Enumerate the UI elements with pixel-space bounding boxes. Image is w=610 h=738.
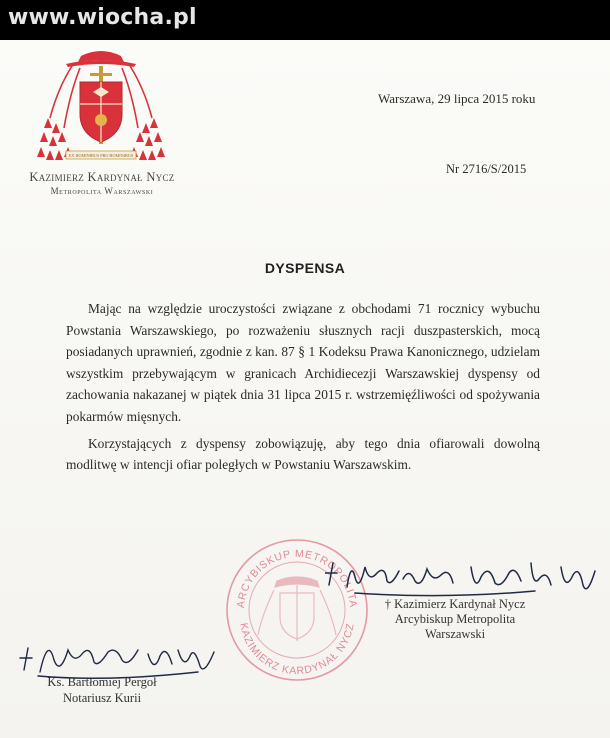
- notary-name: Ks. Bartłomiej Pergoł: [47, 675, 157, 689]
- document-title: DYSPENSA: [264, 260, 346, 276]
- svg-text:EX HOMINIBUS PRO HOMINIBUS: EX HOMINIBUS PRO HOMINIBUS: [68, 153, 134, 158]
- svg-text:ARCYBISKUP METROPOLITA: ARCYBISKUP METROPOLITA: [234, 547, 360, 609]
- issuer-title: Metropolita Warszawski: [50, 186, 154, 196]
- notary-signature-block: [32, 674, 172, 706]
- issuer-name: Kazimierz Kardynał Nycz: [29, 170, 175, 184]
- paragraph-2: Korzystających z dyspensy zobowiązuję, aby tego dnia ofiarowali dowolną modlitwę w intencji ofiar poległych w Powstaniu Warszawskim.: [66, 435, 540, 473]
- site-header-bar: [0, 0, 610, 40]
- issuer-block: [22, 170, 182, 196]
- cardinal-name: † Kazimierz Kardynał Nycz: [384, 597, 526, 611]
- cardinal-signature-block: [375, 597, 535, 642]
- cardinal-title: Arcybiskup Metropolita: [394, 612, 516, 626]
- document-date: Warszawa, 29 lipca 2015 roku: [378, 91, 536, 106]
- notary-title: Notariusz Kurii: [62, 691, 142, 705]
- reference-number: Nr 2716/S/2015: [446, 162, 527, 176]
- svg-text:KAZIMIERZ KARDYNAŁ NYCZ: KAZIMIERZ KARDYNAŁ NYCZ: [237, 621, 357, 678]
- site-watermark[interactable]: www.wiocha.pl: [8, 5, 197, 30]
- coat-of-arms-logo: [36, 48, 166, 163]
- document-body: [66, 298, 540, 481]
- cardinal-title-city: Warszawski: [424, 627, 486, 641]
- cardinal-signature: [325, 553, 605, 603]
- paragraph-1: Mając na względzie uroczystości związane z obchodami 71 rocznicy wybuchu Powstania Warszawskiego, po rozważeniu słusznych racji duszpasterskich, mocą posiadanych uprawnień, zgodnie z kan. 87 § 1 Kodeksu Prawa Kanonicznego, udzielam wszystkim przebywającym w granicach Archidiecezji Warszawskiej dyspensy od zachowania nakazanej w piątek dnia 31 lipca 2015 r. wstrzemięźliwości od spożywania pokarmów mięsnych.: [66, 301, 540, 424]
